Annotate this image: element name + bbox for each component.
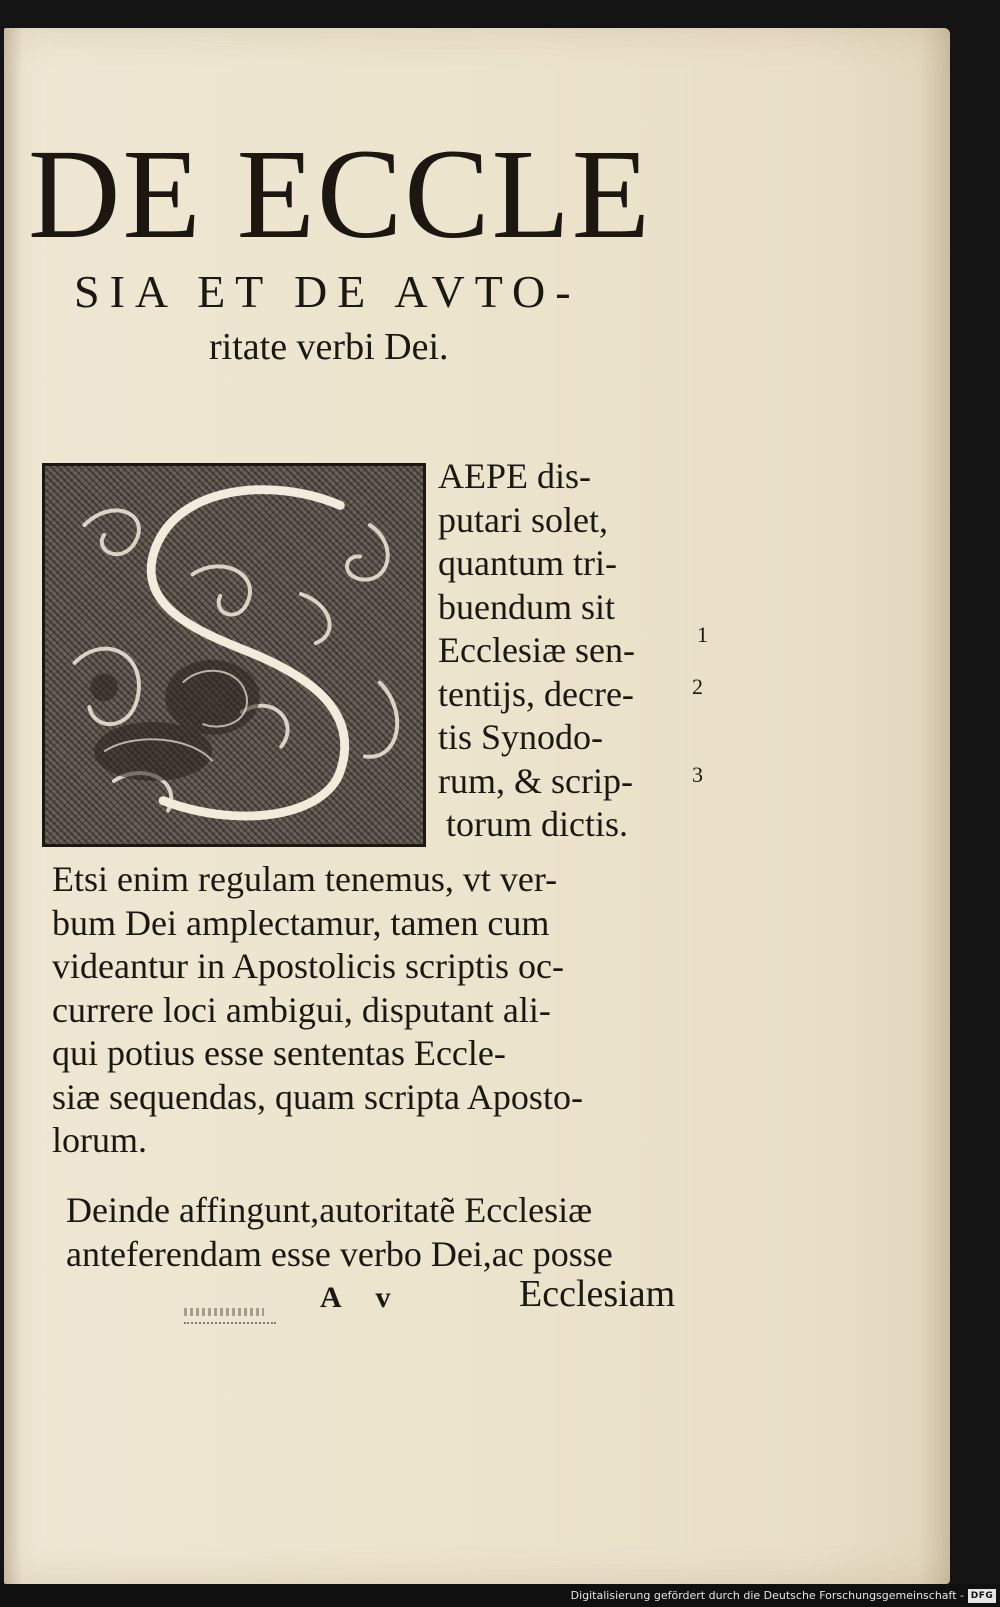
text-line: tentijs, decre- [438, 673, 634, 714]
text-line: quantum tri- [438, 543, 617, 583]
ornament-illustration [45, 466, 423, 844]
title-line-3: ritate verbi Dei. [209, 326, 449, 368]
dfg-logo-icon: DFG [968, 1589, 996, 1603]
margin-note-number: 1 [697, 622, 708, 647]
text-line: torum dictis. [446, 804, 628, 844]
title-line-1: DE ECCLE [28, 123, 652, 265]
text-line: rum, & scrip- [438, 760, 633, 801]
text-line: videantur in Apostolicis scriptis oc- [52, 946, 564, 986]
text-line: tis Synodo- [438, 717, 604, 757]
text-line: Etsi enim regulam tenemus, vt ver- [52, 859, 558, 899]
text-line: Deinde affingunt,autoritatẽ Ecclesiæ [66, 1190, 593, 1230]
text-line: siæ sequendas, quam scripta Aposto- [52, 1076, 583, 1117]
woodcut-initial-s-icon [42, 463, 426, 847]
spine-stain [4, 28, 22, 1584]
footer-credit: Digitalisierung gefördert durch die Deutsche Forschungsgemeinschaft - [570, 1589, 964, 1602]
book-page [4, 28, 950, 1584]
text-line: putari solet, [438, 499, 608, 540]
body-paragraph [52, 858, 692, 1163]
text-line: AEPE dis- [438, 456, 591, 496]
text-line: anteferendam esse verbo Dei,ac posse [66, 1234, 613, 1274]
text-line: lorum. [52, 1120, 147, 1160]
second-paragraph [66, 1188, 706, 1276]
library-stamp [184, 1306, 276, 1324]
catchword: Ecclesiam [519, 1273, 676, 1315]
margin-note-number: 2 [692, 674, 703, 699]
opening-paragraph [438, 455, 728, 847]
margin-note-number: 3 [692, 762, 703, 787]
text-line: qui potius esse sententas Eccle- [52, 1033, 506, 1073]
signature-mark: A v [320, 1281, 405, 1314]
text-line: buendum sit [438, 586, 615, 627]
title-line-2: SIA ET DE AVTO- [74, 266, 581, 317]
text-line: currere loci ambigui, disputant ali- [52, 989, 551, 1030]
text-line: bum Dei amplectamur, tamen cum [52, 902, 550, 943]
text-line: Ecclesiæ sen- [438, 630, 635, 670]
